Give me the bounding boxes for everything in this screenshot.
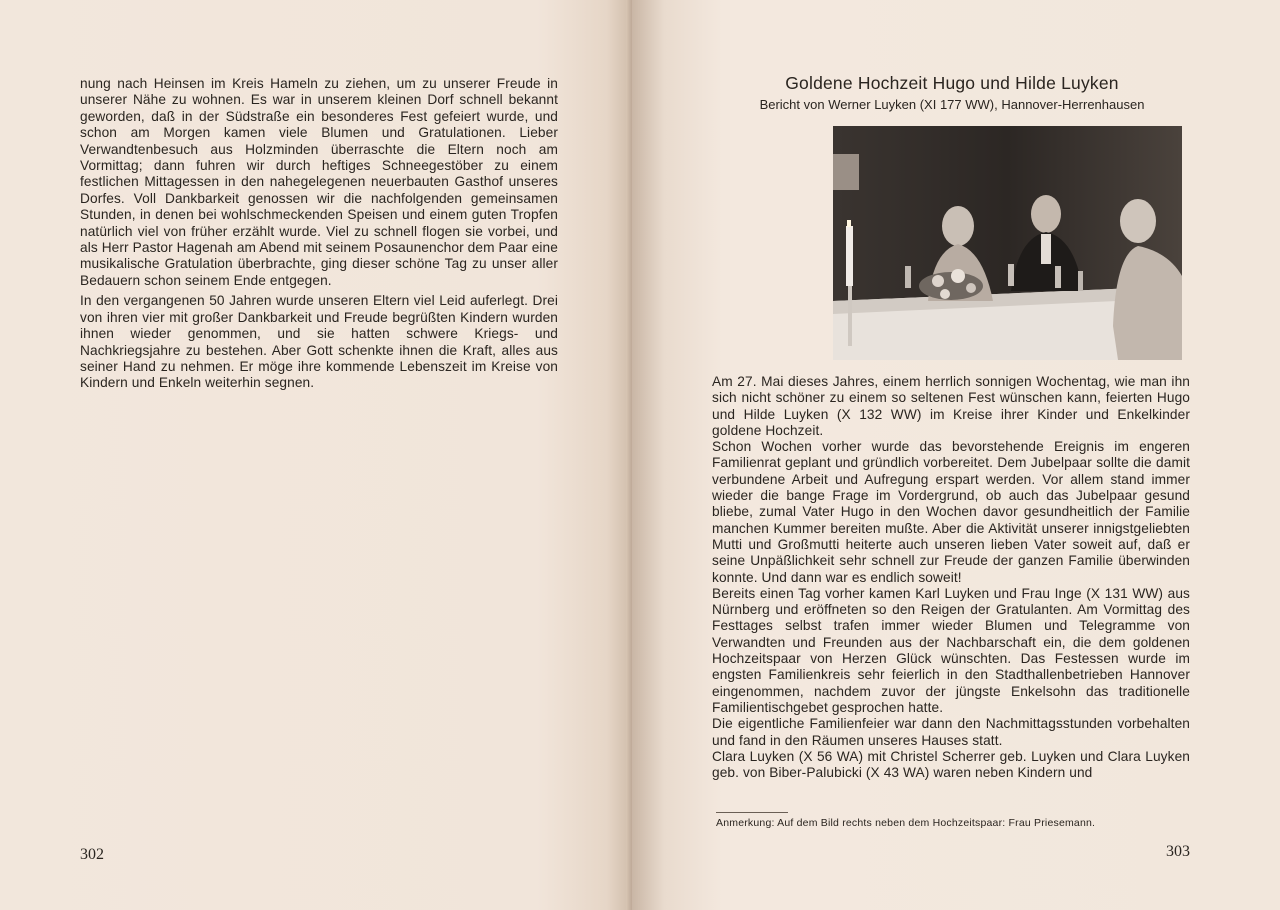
footnote: Anmerkung: Auf dem Bild rechts neben dem Hochzeitspaar: Frau Priesemann. xyxy=(716,817,1096,829)
wedding-photo xyxy=(833,126,1182,360)
right-page-number: 303 xyxy=(1166,843,1190,860)
wedding-photo-graphic xyxy=(833,126,1182,360)
right-paragraph-2: Schon Wochen vorher wurde das bevorstehende Ereignis im engeren Familienrat geplant und gründlich vorbereitet. Dem Jubelpaar sollte die damit verbundene Arbeit und Aufregung erspart werden. Vor allem stand immer wieder die bange Frage im Vordergrund, ob auch das Jubelpaar gesund bliebe, zumal Vater Hugo in den Wochen davor gesundheitlich der Familie manchen Kummer bereiten mußte. Aber die Aktivität unserer innigstgeliebten Mutti und Großmutti heiterte auch unseren lieben Vater soweit auf, daß er seine Unpäßlichkeit sehr schnell zur Freude der ganzen Familie überwinden konnte. Und dann war es endlich soweit! xyxy=(712,439,1190,585)
article-subtitle: Bericht von Werner Luyken (XI 177 WW), Hannover-Herrenhausen xyxy=(759,97,1145,112)
right-page xyxy=(632,0,1280,910)
left-body-text xyxy=(80,76,558,396)
right-paragraph-3: Bereits einen Tag vorher kamen Karl Luyken und Frau Inge (X 131 WW) aus Nürnberg und eröffneten so den Reigen der Gratulanten. Am Vormittag des Festtages selbst trafen immer wieder Blumen und Telegramme von Verwandten und Freunden aus der Nachbarschaft ein, die dem goldenen Hochzeitspaar von Herzen Glück wünschten. Das Festessen wurde im engsten Familienkreis sehr feierlich in den Stadthallenbetrieben Hannover eingenommen, nachdem zuvor der jüngste Enkelsohn das traditionelle Familientischgebet gesprochen hatte. xyxy=(712,585,1190,715)
right-paragraph-4: Die eigentliche Familienfeier war dann den Nachmittagsstunden vorbehalten und fand in den Räumen unseres Hauses statt. xyxy=(712,716,1190,748)
right-paragraph-5: Clara Luyken (X 56 WA) mit Christel Scherrer geb. Luyken und Clara Luyken geb. von Biber-Palubicki (X 43 WA) waren neben Kindern und xyxy=(712,748,1190,781)
right-paragraph-1: Am 27. Mai dieses Jahres, einem herrlich sonnigen Wochentag, wie man ihn sich nicht schöner zu einem so seltenen Fest wünschen kann, feierten Hugo und Hilde Luyken (X 132 WW) im Kreise ihrer Kinder und Enkelkinder goldene Hochzeit. xyxy=(712,374,1190,438)
left-page xyxy=(0,0,632,910)
left-page-number: 302 xyxy=(80,846,104,863)
footnote-rule xyxy=(716,812,788,813)
left-paragraph-1: nung nach Heinsen im Kreis Hameln zu ziehen, um zu unserer Freude in unserer Nähe zu wohnen. Es war in unserem kleinen Dorf schnell bekannt geworden, daß in der Südstraße ein besonderes Fest gefeiert wurde, und schon am Morgen kamen viele Blumen und Gratulationen. Lieber Verwandtenbesuch aus Holzminden überraschte die Eltern noch am Vormittag; dann fuhren wir durch heftiges Schneegestöber zu einem festlichen Mittagessen in den nahegelegenen neuerbauten Gasthof unseres Dorfes. Voll Dankbarkeit genossen wir die nachfolgenden gemeinsamen Stunden, in denen bei wohlschmeckenden Speisen und einem guten Tropfen natürlich viel von früher erzählt wurde. Viel zu schnell flogen sie vorbei, und als Herr Pastor Hagenah am Abend mit seinem Posaunenchor dem Paar eine musikalische Gratulation überbrachte, ging dieser schöne Tag zu unser aller Bedauern schon seinem Ende entgegen. xyxy=(80,76,558,288)
right-body-text xyxy=(712,374,1190,781)
article-title: Goldene Hochzeit Hugo und Hilde Luyken xyxy=(785,73,1119,93)
left-paragraph-2: In den vergangenen 50 Jahren wurde unseren Eltern viel Leid auferlegt. Drei von ihren vier mit großer Dankbarkeit und Freude begrüßten Kindern wurden ihnen wieder genommen, und sie hatten schwere Kriegs- und Nachkriegsjahre zu bestehen. Aber Gott schenkte ihnen die Kraft, alles aus seiner Hand zu nehmen. Er möge ihre kommende Lebenszeit im Kreise von Kindern und Enkeln weiterhin segnen. xyxy=(80,293,558,391)
